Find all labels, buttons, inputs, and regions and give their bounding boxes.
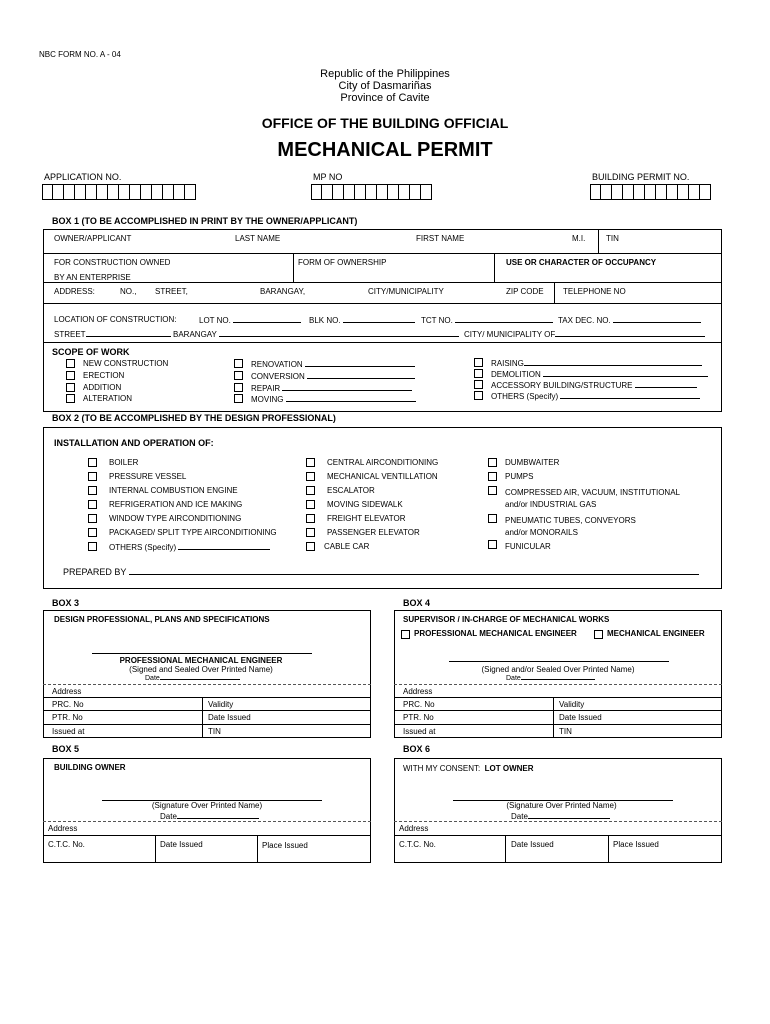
checkbox[interactable] bbox=[488, 472, 497, 481]
divider bbox=[43, 342, 722, 343]
scope-item: NEW CONSTRUCTION bbox=[83, 359, 169, 368]
scope-item: OTHERS (Specify) bbox=[491, 391, 700, 401]
install-item: ESCALATOR bbox=[327, 486, 375, 495]
install-item: CENTRAL AIRCONDITIONING bbox=[327, 458, 439, 467]
install-item: and/or MONORAILS bbox=[505, 528, 578, 537]
box4-signed: (Signed and/or Sealed Over Printed Name) bbox=[481, 665, 635, 674]
checkbox[interactable] bbox=[306, 528, 315, 537]
box2-title: BOX 2 (TO BE ACCOMPLISHED BY THE DESIGN PROFESSIONAL) bbox=[52, 413, 336, 423]
checkbox[interactable] bbox=[66, 383, 75, 392]
checkbox[interactable] bbox=[306, 458, 315, 467]
form-of-ownership-label: FORM OF OWNERSHIP bbox=[298, 258, 387, 267]
city2-label: CITY/ MUNICIPALITY OF bbox=[464, 330, 556, 339]
checkbox[interactable] bbox=[306, 472, 315, 481]
header-province: Province of Cavite bbox=[340, 92, 430, 104]
box3-date-field[interactable]: Date bbox=[145, 674, 240, 682]
divider bbox=[155, 835, 156, 863]
last-name-label: LAST NAME bbox=[235, 234, 281, 243]
box3-date-issued-label: Date Issued bbox=[208, 713, 251, 722]
box4-title: SUPERVISOR / IN-CHARGE OF MECHANICAL WORKS bbox=[403, 615, 610, 624]
street2-label: STREET bbox=[54, 330, 86, 339]
install-item: and/or INDUSTRIAL GAS bbox=[505, 500, 597, 509]
checkbox[interactable] bbox=[88, 542, 97, 551]
blk-no-field[interactable] bbox=[309, 315, 415, 325]
divider bbox=[43, 684, 371, 685]
lot-no-label: LOT NO. bbox=[199, 316, 231, 325]
checkbox[interactable] bbox=[488, 514, 497, 523]
prepared-by-label: PREPARED BY bbox=[63, 567, 127, 577]
scope-item: DEMOLITION bbox=[491, 369, 708, 379]
box3-ptr-label: PTR. No bbox=[52, 713, 83, 722]
divider bbox=[43, 303, 722, 304]
office-title: OFFICE OF THE BUILDING OFFICIAL bbox=[261, 115, 509, 131]
checkbox[interactable] bbox=[66, 371, 75, 380]
checkbox[interactable] bbox=[234, 359, 243, 368]
box5-signature: (Signature Over Printed Name) bbox=[151, 801, 263, 810]
scope-item: ERECTION bbox=[83, 371, 125, 380]
box4-date-issued-label: Date Issued bbox=[559, 713, 602, 722]
header-block bbox=[235, 68, 535, 104]
box3-prc-label: PRC. No bbox=[52, 700, 84, 709]
signature-line bbox=[449, 661, 669, 662]
prepared-by-line bbox=[129, 567, 699, 575]
divider bbox=[553, 697, 554, 738]
checkbox[interactable] bbox=[306, 486, 315, 495]
install-item: OTHERS (Specify) bbox=[109, 542, 270, 552]
divider bbox=[293, 253, 294, 282]
owner-applicant-label: OWNER/APPLICANT bbox=[54, 234, 132, 243]
divider bbox=[43, 282, 722, 283]
location-label: LOCATION OF CONSTRUCTION: bbox=[54, 315, 177, 324]
box4-address-label: Address bbox=[403, 687, 433, 696]
installation-title: INSTALLATION AND OPERATION OF: bbox=[54, 438, 214, 448]
install-item: PUMPS bbox=[505, 472, 534, 481]
checkbox[interactable] bbox=[234, 383, 243, 392]
install-item: INTERNAL COMBUSTION ENGINE bbox=[109, 486, 238, 495]
divider bbox=[394, 710, 722, 711]
divider bbox=[394, 684, 722, 685]
box6-consent: WITH MY CONSENT: bbox=[403, 764, 481, 773]
lot-no-field[interactable] bbox=[199, 315, 301, 325]
barangay2-label: BARANGAY bbox=[173, 330, 217, 339]
box3-engineer: PROFESSIONAL MECHANICAL ENGINEER bbox=[119, 656, 283, 665]
scope-item: CONVERSION bbox=[251, 371, 415, 381]
checkbox[interactable] bbox=[488, 458, 497, 467]
scope-item: RENOVATION bbox=[251, 359, 415, 369]
city2-line bbox=[555, 329, 705, 337]
checkbox[interactable] bbox=[66, 359, 75, 368]
checkbox[interactable] bbox=[474, 391, 483, 400]
checkbox[interactable] bbox=[88, 528, 97, 537]
telephone-label: TELEPHONE NO bbox=[563, 287, 626, 296]
box4-ptr-label: PTR. No bbox=[403, 713, 434, 722]
building-permit-no-label: BUILDING PERMIT NO. bbox=[592, 172, 690, 182]
scope-item: ADDITION bbox=[83, 383, 122, 392]
box4-prc-label: PRC. No bbox=[403, 700, 435, 709]
box4-date-field[interactable]: Date bbox=[506, 674, 595, 682]
box4-issued-at-label: Issued at bbox=[403, 727, 436, 736]
divider bbox=[257, 835, 258, 863]
blk-no-line bbox=[343, 315, 415, 323]
install-item: BOILER bbox=[109, 458, 139, 467]
tax-dec-field[interactable] bbox=[558, 315, 701, 325]
box6-place-issued-label: Place Issued bbox=[613, 840, 659, 849]
divider bbox=[608, 835, 609, 863]
install-item: PACKAGED/ SPLIT TYPE AIRCONDITIONING bbox=[109, 528, 277, 537]
for-construction-label: FOR CONSTRUCTION OWNED bbox=[54, 258, 171, 267]
box6-consent-line bbox=[403, 764, 534, 773]
install-item: COMPRESSED AIR, VACUUM, INSTITUTIONAL bbox=[505, 488, 680, 497]
scope-item: ALTERATION bbox=[83, 394, 133, 403]
divider bbox=[494, 253, 495, 282]
box3-issued-at-label: Issued at bbox=[52, 727, 85, 736]
checkbox[interactable] bbox=[306, 542, 315, 551]
box3-address-label: Address bbox=[52, 687, 82, 696]
box4-label: BOX 4 bbox=[403, 598, 431, 608]
checkbox[interactable] bbox=[474, 369, 483, 378]
divider bbox=[394, 724, 722, 725]
building-permit-no-boxes[interactable] bbox=[590, 184, 711, 200]
checkbox[interactable] bbox=[401, 630, 410, 639]
box1-title: BOX 1 (TO BE ACCOMPLISHED IN PRINT BY THE OWNER/APPLICANT) bbox=[52, 216, 358, 226]
signature-line bbox=[92, 653, 312, 654]
checkbox[interactable] bbox=[66, 394, 75, 403]
application-no-boxes[interactable] bbox=[42, 184, 196, 200]
lot-no-line bbox=[233, 315, 301, 323]
checkbox[interactable] bbox=[88, 458, 97, 467]
checkbox[interactable] bbox=[88, 472, 97, 481]
form-number: NBC FORM NO. A - 04 bbox=[39, 50, 121, 59]
header-city: City of Dasmariñas bbox=[338, 80, 432, 92]
divider bbox=[394, 821, 722, 822]
install-item: PRESSURE VESSEL bbox=[109, 472, 187, 481]
checkbox[interactable] bbox=[88, 500, 97, 509]
header-country: Republic of the Philippines bbox=[320, 68, 450, 80]
install-item: MOVING SIDEWALK bbox=[327, 500, 403, 509]
checkbox[interactable] bbox=[488, 540, 497, 549]
box3-signed: (Signed and Sealed Over Printed Name) bbox=[129, 665, 273, 674]
prepared-by-field[interactable] bbox=[63, 567, 699, 577]
install-item: REFRIGERATION AND ICE MAKING bbox=[109, 500, 243, 509]
box4-option-pme: PROFESSIONAL MECHANICAL ENGINEER bbox=[414, 629, 577, 638]
divider bbox=[43, 253, 722, 254]
divider bbox=[202, 697, 203, 738]
box4-option-me: MECHANICAL ENGINEER bbox=[607, 629, 705, 638]
box5-place-issued-label: Place Issued bbox=[262, 841, 308, 850]
box3-validity-label: Validity bbox=[208, 700, 234, 709]
install-item: PNEUMATIC TUBES, CONVEYORS bbox=[505, 516, 636, 525]
install-item: PASSENGER ELEVATOR bbox=[327, 528, 420, 537]
divider bbox=[43, 697, 371, 698]
street-label: STREET, bbox=[155, 287, 188, 296]
scope-item: REPAIR bbox=[251, 383, 412, 393]
box4-validity-label: Validity bbox=[559, 700, 585, 709]
install-item: WINDOW TYPE AIRCONDITIONING bbox=[109, 514, 242, 523]
checkbox[interactable] bbox=[594, 630, 603, 639]
page-title: MECHANICAL PERMIT bbox=[277, 139, 493, 161]
tax-dec-line bbox=[613, 315, 701, 323]
box6-date-issued-label: Date Issued bbox=[511, 840, 554, 849]
box6-signature: (Signature Over Printed Name) bbox=[506, 801, 617, 810]
checkbox[interactable] bbox=[488, 486, 497, 495]
box5-ctc-label: C.T.C. No. bbox=[48, 840, 85, 849]
box6-ctc-label: C.T.C. No. bbox=[399, 840, 436, 849]
box6-date-field[interactable]: Date bbox=[511, 811, 610, 821]
city-municipality-label: CITY/MUNICIPALITY bbox=[368, 287, 444, 296]
box6-address-label: Address bbox=[399, 824, 429, 833]
checkbox[interactable] bbox=[474, 358, 483, 367]
scope-item: ACCESSORY BUILDING/STRUCTURE bbox=[491, 380, 697, 390]
tct-no-field[interactable] bbox=[421, 315, 553, 325]
application-no-label: APPLICATION NO. bbox=[44, 172, 122, 182]
checkbox[interactable] bbox=[88, 486, 97, 495]
first-name-label: FIRST NAME bbox=[416, 234, 465, 243]
tax-dec-label: TAX DEC. NO. bbox=[558, 316, 611, 325]
divider bbox=[598, 229, 599, 253]
no-label: NO., bbox=[120, 287, 137, 296]
divider bbox=[43, 821, 371, 822]
box4-tin-label: TIN bbox=[559, 727, 572, 736]
checkbox[interactable] bbox=[306, 514, 315, 523]
install-item: MECHANICAL VENTILLATION bbox=[327, 472, 438, 481]
barangay2-line bbox=[219, 329, 459, 337]
checkbox[interactable] bbox=[306, 500, 315, 509]
divider bbox=[43, 724, 371, 725]
checkbox[interactable] bbox=[234, 394, 243, 403]
box5-date-issued-label: Date Issued bbox=[160, 840, 203, 849]
scope-item: RAISING bbox=[491, 358, 702, 368]
barangay-label: BARANGAY, bbox=[260, 287, 306, 296]
divider bbox=[43, 835, 371, 836]
install-item: FUNICULAR bbox=[505, 542, 551, 551]
box3-label: BOX 3 bbox=[52, 598, 80, 608]
city2-field[interactable] bbox=[464, 329, 705, 339]
install-item: CABLE CAR bbox=[324, 542, 370, 551]
blk-no-label: BLK NO. bbox=[309, 316, 341, 325]
mp-no-boxes[interactable] bbox=[311, 184, 432, 200]
checkbox[interactable] bbox=[474, 380, 483, 389]
use-occupancy-label: USE OR CHARACTER OF OCCUPANCY bbox=[506, 258, 657, 267]
box3-title: DESIGN PROFESSIONAL, PLANS AND SPECIFICATIONS bbox=[54, 615, 270, 624]
divider bbox=[554, 282, 555, 303]
street2-field[interactable] bbox=[54, 329, 171, 339]
divider bbox=[394, 835, 722, 836]
tct-no-label: TCT NO. bbox=[421, 316, 453, 325]
mi-label: M.I. bbox=[572, 234, 586, 243]
barangay2-field[interactable] bbox=[173, 329, 459, 339]
install-item: DUMBWAITER bbox=[505, 458, 560, 467]
by-enterprise-label: BY AN ENTERPRISE bbox=[54, 273, 131, 282]
zip-code-label: ZIP CODE bbox=[506, 287, 544, 296]
divider bbox=[43, 710, 371, 711]
mp-no-label: MP NO bbox=[313, 172, 343, 182]
street2-line bbox=[86, 329, 171, 337]
scope-item: MOVING bbox=[251, 394, 416, 404]
address-label: ADDRESS: bbox=[54, 287, 95, 296]
checkbox[interactable] bbox=[88, 514, 97, 523]
checkbox[interactable] bbox=[234, 371, 243, 380]
install-item: FREIGHT ELEVATOR bbox=[327, 514, 406, 523]
scope-title: SCOPE OF WORK bbox=[52, 347, 130, 357]
box5-label: BOX 5 bbox=[52, 744, 80, 754]
divider bbox=[505, 835, 506, 863]
box6-lot-owner: LOT OWNER bbox=[484, 764, 534, 773]
tin-label: TIN bbox=[606, 234, 619, 243]
box6-label: BOX 6 bbox=[403, 744, 431, 754]
box5-title: BUILDING OWNER bbox=[54, 763, 126, 772]
box3-tin-label: TIN bbox=[208, 727, 221, 736]
box5-date-field[interactable]: Date bbox=[160, 811, 259, 821]
box5-address-label: Address bbox=[48, 824, 78, 833]
tct-no-line bbox=[455, 315, 553, 323]
divider bbox=[394, 697, 722, 698]
